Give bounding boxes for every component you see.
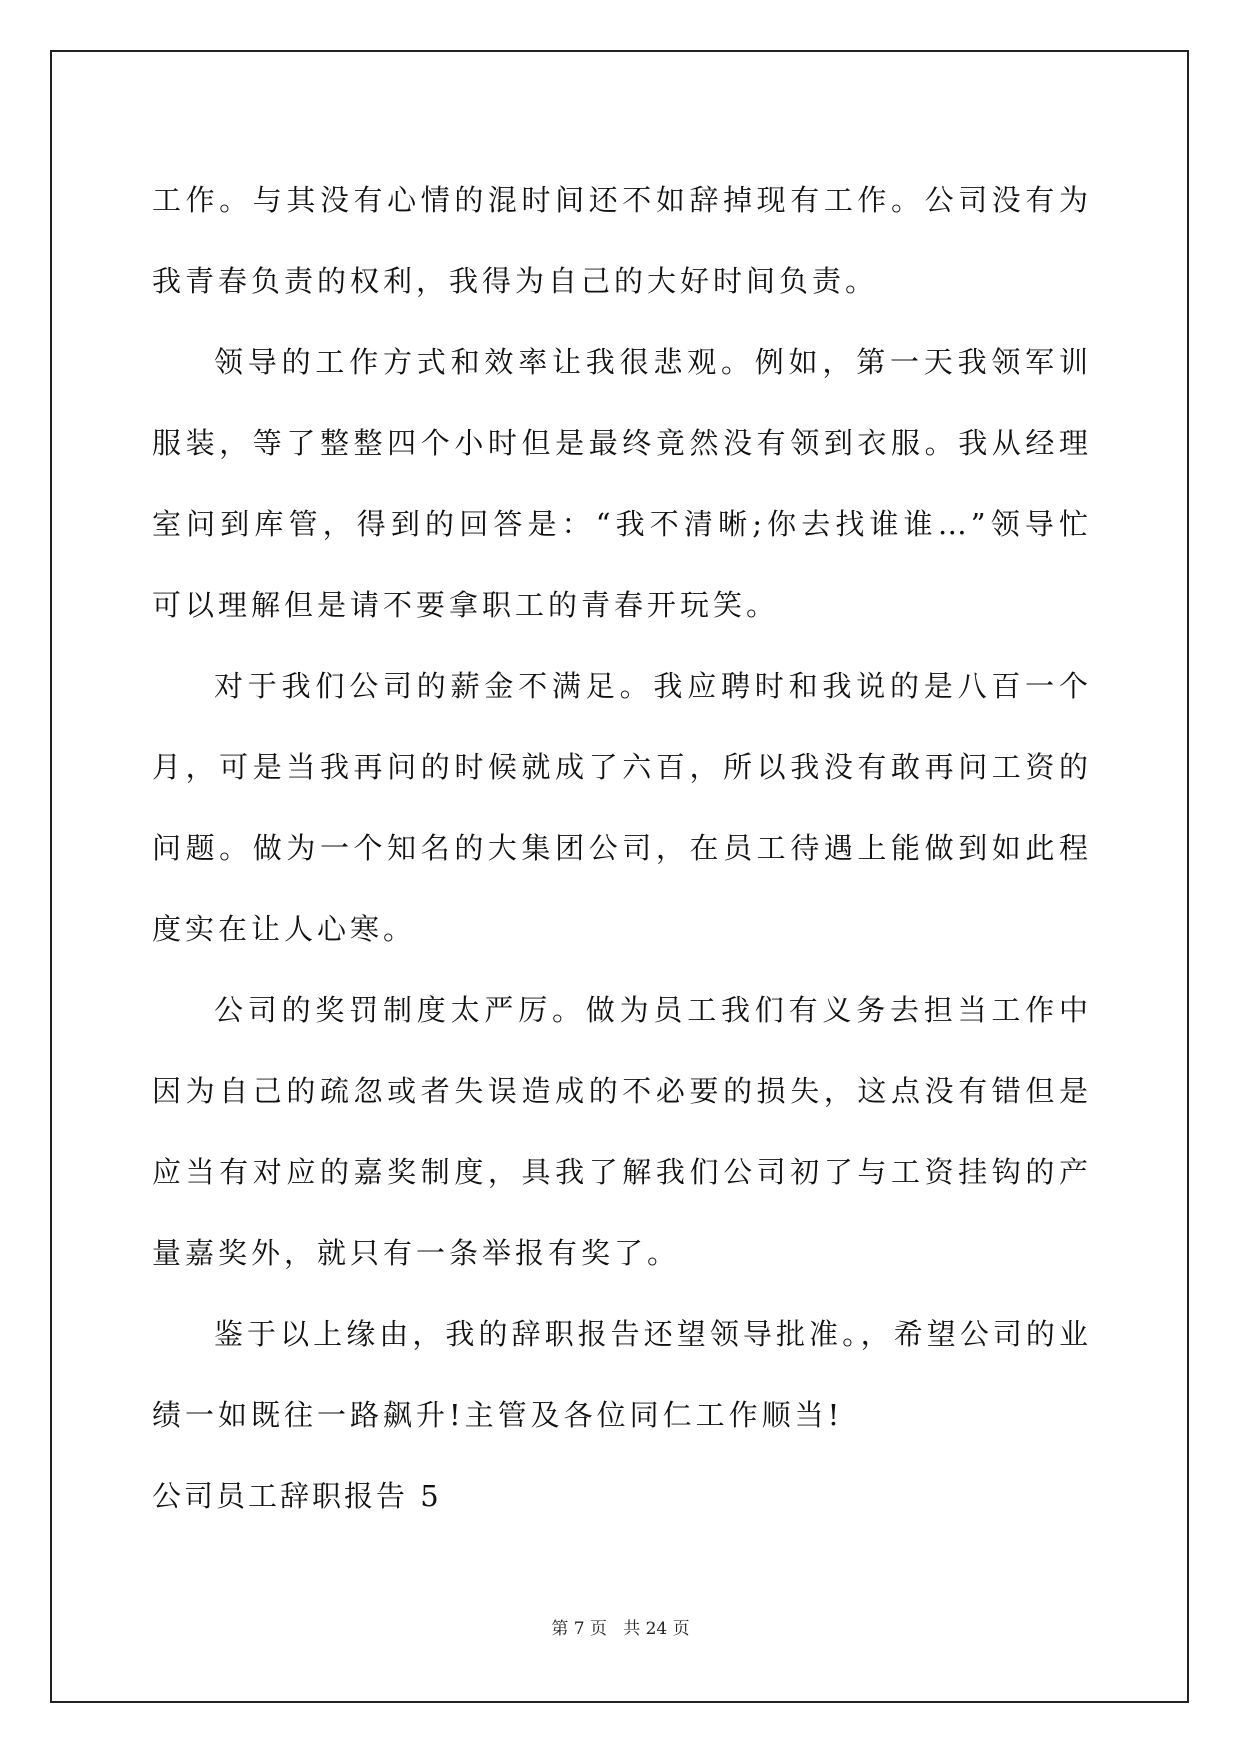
document-body — [152, 160, 1092, 1537]
page-footer — [0, 1614, 1241, 1639]
paragraph-2: 领导的工作方式和效率让我很悲观。例如，第一天我领军训服装，等了整整四个小时但是最终竟然没有领到衣服。我从经理室问到库管，得到的回答是：“我不清晰;你去找谁谁…”领导忙可以理解但是请不要拿职工的青春开玩笑。 — [152, 345, 1092, 622]
paragraph-5: 鉴于以上缘由，我的辞职报告还望领导批准。，希望公司的业绩一如既往一路飙升!主管及各位同仁工作顺当! — [152, 1317, 1092, 1432]
section-heading: 公司员工辞职报告 5 — [152, 1479, 442, 1513]
paragraph-4: 公司的奖罚制度太严厉。做为员工我们有义务去担当工作中因为自己的疏忽或者失误造成的不必要的损失，这点没有错但是应当有对应的嘉奖制度，具我了解我们公司初了与工资挂钩的产量嘉奖外，就只有一条举报有奖了。 — [152, 993, 1092, 1270]
page-total: 共 24 页 — [623, 1619, 690, 1639]
paragraph-3: 对于我们公司的薪金不满足。我应聘时和我说的是八百一个月，可是当我再问的时候就成了六百，所以我没有敢再问工资的问题。做为一个知名的大集团公司，在员工待遇上能做到如此程度实在让人心寒。 — [152, 669, 1092, 946]
page-number: 第 7 页 — [551, 1619, 607, 1639]
paragraph-1: 工作。与其没有心情的混时间还不如辞掉现有工作。公司没有为我青春负责的权利，我得为自己的大好时间负责。 — [152, 183, 1092, 298]
